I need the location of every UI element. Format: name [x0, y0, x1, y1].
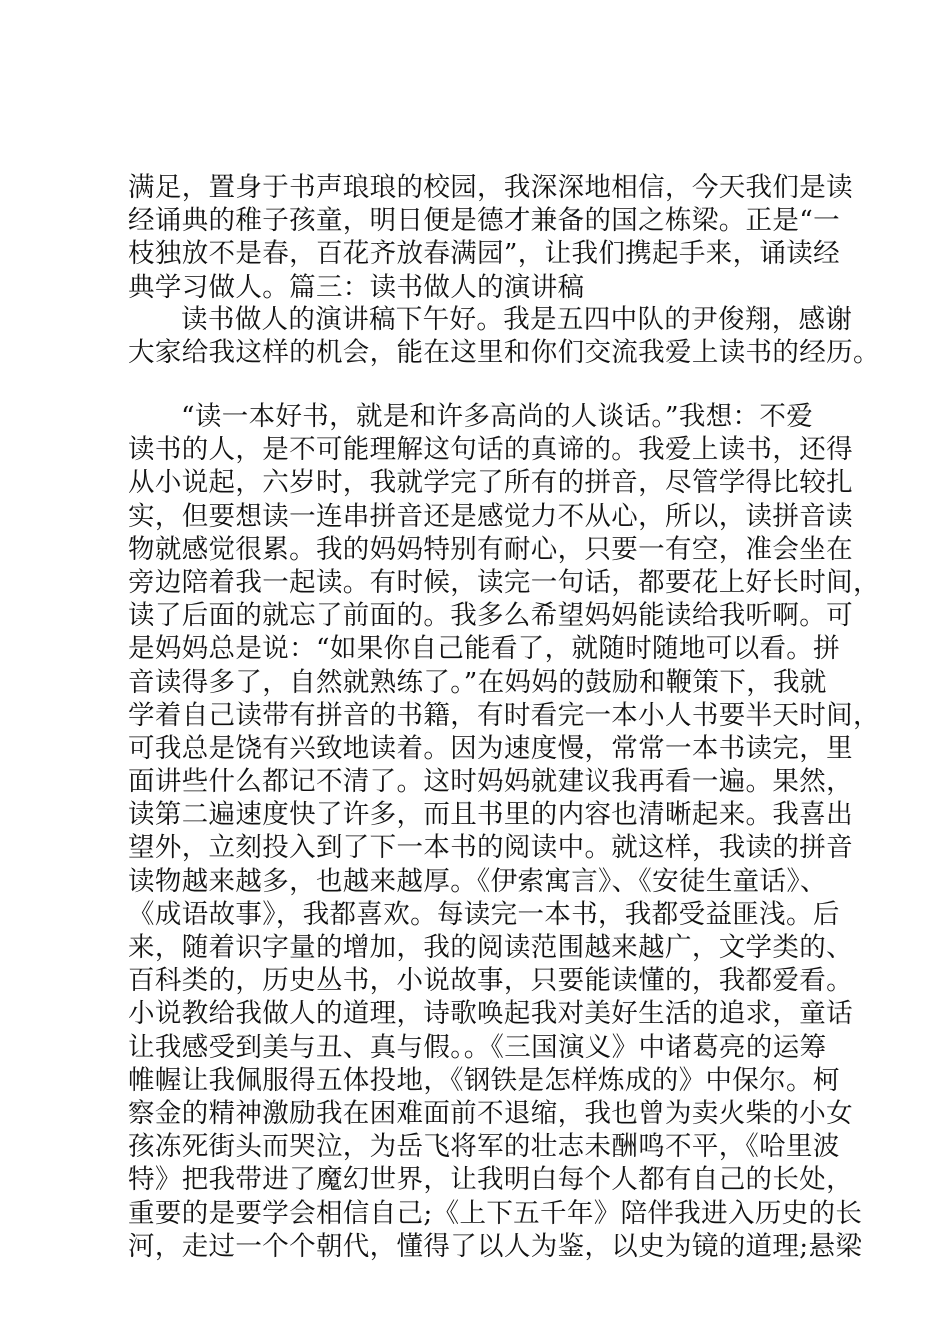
text-line: 小说教给我做人的道理，诗歌唤起我对美好生活的追求，童话: [128, 998, 853, 1030]
text-line: 百科类的，历史丛书，小说故事，只要能读懂的，我都爱看。: [128, 965, 853, 997]
text-line: 特》把我带进了魔幻世界，让我明白每个人都有自己的长处，: [128, 1164, 853, 1196]
text-line: 从小说起，六岁时，我就学完了所有的拼音，尽管学得比较扎: [128, 467, 853, 499]
text-line: 读书的人，是不可能理解这句话的真谛的。我爱上读书，还得: [128, 434, 853, 466]
text-line: 大家给我这样的机会，能在这里和你们交流我爱上读书的经历。: [128, 337, 880, 369]
paragraph-greeting: [128, 303, 880, 369]
text-line: 满足，置身于书声琅琅的校园，我深深地相信，今天我们是读: [128, 172, 853, 203]
text-line: 旁边陪着我一起读。有时候，读完一句话，都要花上好长时间，: [128, 566, 880, 598]
text-line: 孩冻死街头而哭泣，为岳飞将军的壮志未酬鸣不平，《哈里波: [128, 1131, 840, 1163]
text-line: 河，走过一个个朝代，懂得了以人为鉴，以史为镜的道理;悬梁: [128, 1230, 863, 1262]
text-line: 帷幄让我佩服得五体投地，《钢铁是怎样炼成的》中保尔。柯: [128, 1064, 840, 1096]
text-line: 让我感受到美与丑、真与假。。《三国演义》中诸葛亮的运筹: [128, 1031, 827, 1063]
paragraph-main: [128, 400, 880, 1263]
text-line: 可我总是饶有兴致地读着。因为速度慢，常常一本书读完，里: [128, 732, 853, 764]
text-line: 经诵典的稚子孩童，明日便是德才兼备的国之栋梁。正是“一: [128, 205, 840, 237]
text-line: 望外，立刻投入到了下一本书的阅读中。就这样，我读的拼音: [128, 832, 853, 864]
text-line: 读物越来越多，也越来越厚。《伊索寓言》、《安徒生童话》、: [128, 865, 827, 897]
text-line: 读书做人的演讲稿下午好。我是五四中队的尹俊翔，感谢: [181, 304, 853, 335]
text-line: 读了后面的就忘了前面的。我多么希望妈妈能读给我听啊。可: [128, 600, 853, 632]
paragraph-closing: [128, 171, 853, 304]
text-line: “读一本好书，就是和许多高尚的人谈话。”我想：不爱: [181, 401, 814, 432]
text-line: 实，但要想读一连串拼音还是感觉力不从心，所以，读拼音读: [128, 500, 853, 532]
text-line: 读第二遍速度快了许多，而且书里的内容也清晰起来。我喜出: [128, 799, 853, 831]
text-line: 察金的精神激励我在困难面前不退缩，我也曾为卖火柴的小女: [128, 1097, 853, 1129]
text-line: 物就感觉很累。我的妈妈特别有耐心，只要一有空，准会坐在: [128, 533, 853, 565]
text-line: 重要的是要学会相信自己;《上下五千年》陪伴我进入历史的长: [128, 1197, 863, 1229]
text-line: 《成语故事》，我都喜欢。每读完一本书，我都受益匪浅。后: [128, 898, 840, 930]
text-line: 是妈妈总是说：“如果你自己能看了，就随时随地可以看。拼: [128, 633, 840, 665]
text-line: 面讲些什么都记不清了。这时妈妈就建议我再看一遍。果然，: [128, 766, 853, 798]
text-line: 枝独放不是春，百花齐放春满园”，让我们携起手来，诵读经: [128, 238, 840, 270]
text-line: 学着自己读带有拼音的书籍，有时看完一本小人书要半天时间，: [128, 699, 880, 731]
text-line: 来，随着识字量的增加，我的阅读范围越来越广，文学类的、: [128, 932, 853, 963]
text-line: 典学习做人。篇三：读书做人的演讲稿: [128, 271, 585, 303]
text-line: 音读得多了，自然就熟练了。”在妈妈的鼓励和鞭策下，我就: [128, 666, 827, 698]
